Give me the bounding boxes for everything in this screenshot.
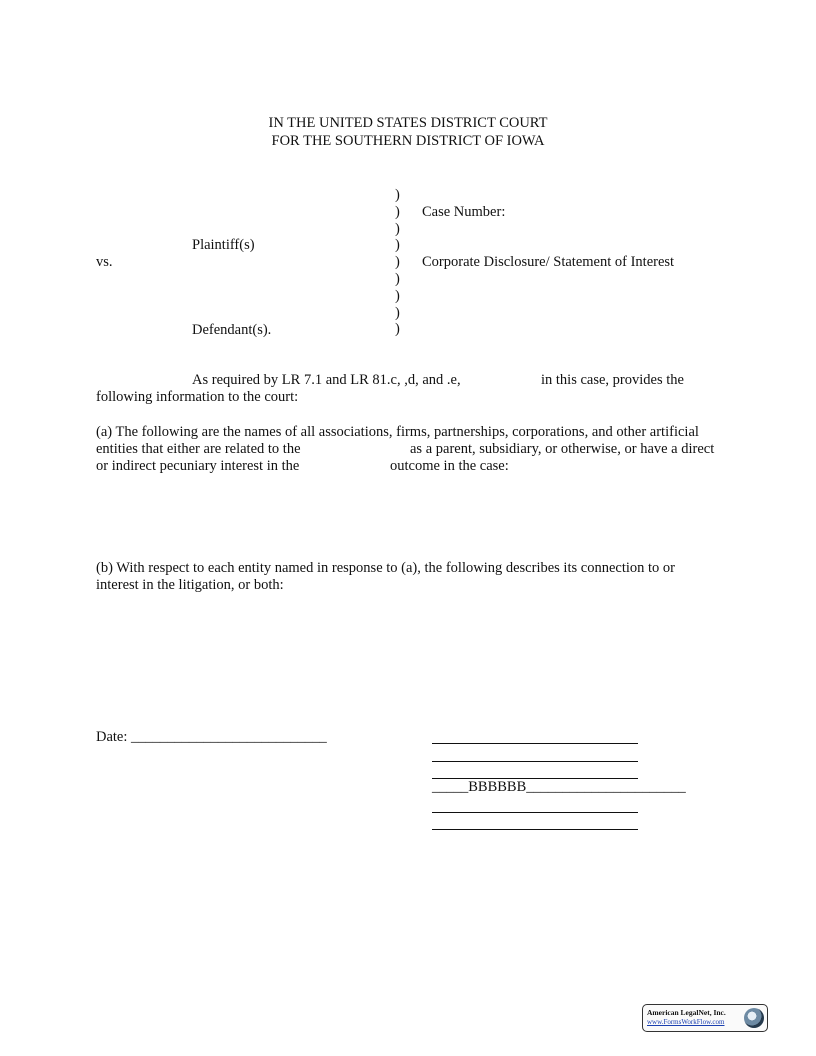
signature-line[interactable] [432,761,638,762]
caption-parentheses [395,187,400,338]
paren: ) [395,287,400,304]
paren: ) [395,321,400,338]
paragraph-a-line1: (a) The following are the names of all associations, firms, partnerships, corporations, and other artificial [96,424,699,440]
defendant-label: Defendant(s). [192,322,272,338]
plaintiff-label: Plaintiff(s) [192,237,255,253]
paragraph-b-line1: (b) With respect to each entity named in response to (a), the following describes its connection to or [96,560,675,576]
signature-bbbbbb-line[interactable]: _____BBBBBB______________________ [432,779,686,795]
signature-line[interactable] [432,812,638,813]
paragraph-b-line2: interest in the litigation, or both: [96,577,284,593]
document-title: Corporate Disclosure/ Statement of Interest [422,254,675,270]
case-number-label: Case Number: [422,204,506,220]
paren: ) [395,254,400,271]
paragraph-a-line2-part1: entities that either are related to the [96,441,301,457]
paragraph-a-line3-part2: outcome in the case: [390,458,509,474]
signature-line[interactable] [432,743,638,744]
intro-text-part1: As required by LR 7.1 and LR 81.c, ,d, and .e, [192,372,461,388]
court-name-line1: IN THE UNITED STATES DISTRICT COURT [268,115,548,131]
signature-line[interactable] [432,829,638,830]
paren: ) [395,220,400,237]
court-name-line2: FOR THE SOUTHERN DISTRICT OF IOWA [271,133,545,149]
paren: ) [395,237,400,254]
intro-text-part2: in this case, provides the [541,372,684,388]
paragraph-a-line2-part2: as a parent, subsidiary, or otherwise, or have a direct [410,441,715,457]
logo-company-name: American LegalNet, Inc. [647,1008,726,1017]
date-field[interactable]: Date: ___________________________ [96,729,327,745]
logo-url-link[interactable]: www.FormsWorkFlow.com [647,1018,725,1026]
paren: ) [395,203,400,220]
paren: ) [395,304,400,321]
globe-icon [744,1008,764,1028]
paragraph-a-line3-part1: or indirect pecuniary interest in the [96,458,300,474]
american-legalnet-logo[interactable] [642,1004,768,1032]
paren: ) [395,187,400,203]
paren: ) [395,270,400,287]
vs-label: vs. [96,254,113,270]
intro-text-line2: following information to the court: [96,389,299,405]
